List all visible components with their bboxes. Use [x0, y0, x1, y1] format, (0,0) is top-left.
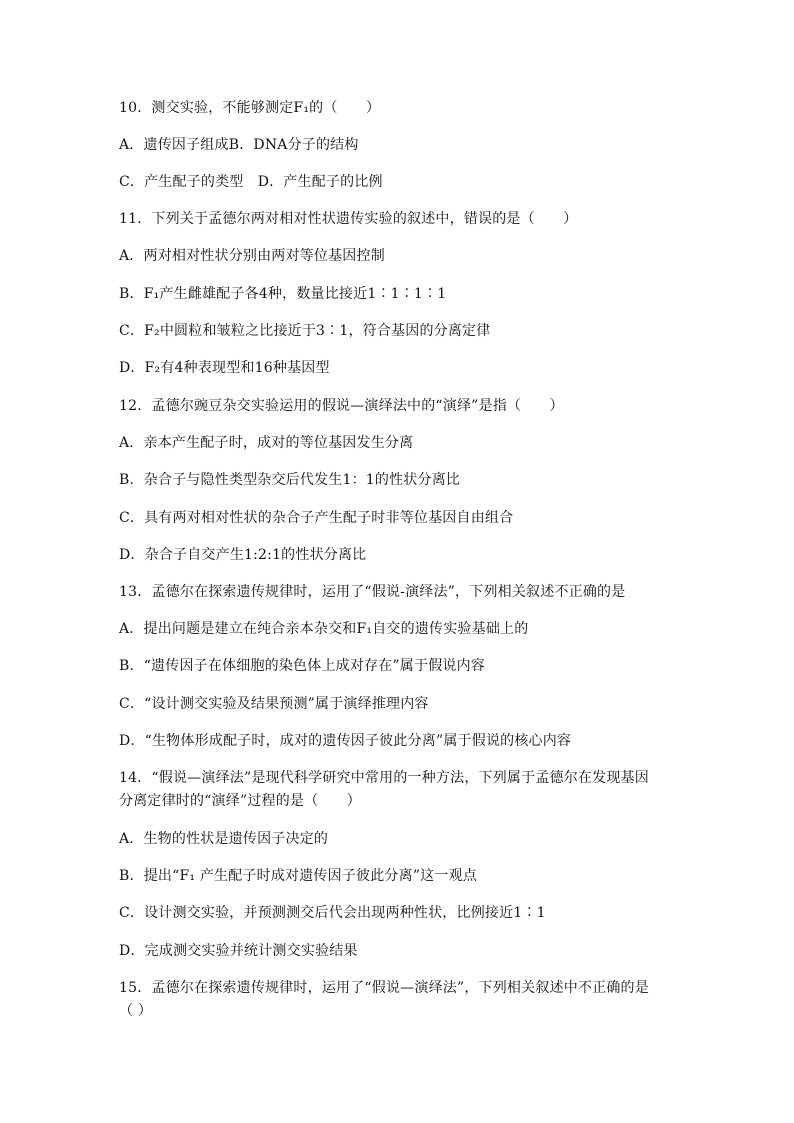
- question-13-option-b: B．“遗传因子在体细胞的染色体上成对存在”属于假说内容: [119, 658, 486, 674]
- question-12-option-c: C．具有两对相对性状的杂合子产生配子时非等位基因自由组合: [119, 510, 514, 526]
- question-14-option-c: C．设计测交实验，并预测测交后代会出现两种性状，比例接近1∶1: [119, 905, 546, 921]
- question-13-option-c: C．“设计测交实验及结果预测”属于演绎推理内容: [119, 696, 429, 712]
- question-11-option-d: D．F₂有4种表现型和16种基因型: [119, 360, 330, 376]
- question-14-option-a: A．生物的性状是遗传因子决定的: [119, 831, 329, 847]
- question-14-option-d: D．完成测交实验并统计测交实验结果: [119, 943, 358, 959]
- question-12-option-d: D．杂合子自交产生1:2:1的性状分离比: [119, 547, 367, 563]
- question-14-stem-line-1: 14．“假说—演绎法”是现代科学研究中常用的一种方法，下列属于孟德尔在发现基因: [119, 770, 649, 786]
- question-15-stem-line-1: 15．孟德尔在探索遗传规律时，运用了“假说—演绎法”，下列相关叙述中不正确的是: [119, 980, 649, 996]
- question-15-stem-line-2: （ ）: [119, 1003, 153, 1019]
- question-11-option-a: A．两对相对性状分别由两对等位基因控制: [119, 248, 385, 264]
- question-10-option-ab: A．遗传因子组成B．DNA分子的结构: [119, 137, 359, 153]
- question-10-stem: 10．测交实验，不能够测定F₁的（ ）: [119, 100, 381, 116]
- question-14-option-b: B．提出“F₁ 产生配子时成对遗传因子彼此分离”这一观点: [119, 868, 477, 884]
- question-13-stem: 13．孟德尔在探索遗传规律时，运用了“假说-演绎法”，下列相关叙述不正确的是: [119, 584, 626, 600]
- question-14-stem-line-2: 分离定律时的“演绎”过程的是（ ）: [119, 793, 361, 809]
- question-12-option-a: A．亲本产生配子时，成对的等位基因发生分离: [119, 435, 414, 451]
- question-12-option-b: B．杂合子与隐性类型杂交后代发生1：1的性状分离比: [119, 472, 461, 488]
- question-12-stem: 12．孟德尔豌豆杂交实验运用的假说—演绎法中的“演绎”是指（ ）: [119, 398, 564, 414]
- question-13-option-a: A．提出问题是建立在纯合亲本杂交和F₁自交的遗传实验基础上的: [119, 621, 529, 637]
- question-13-option-d: D．“生物体形成配子时，成对的遗传因子彼此分离”属于假说的核心内容: [119, 733, 572, 749]
- question-11-option-b: B．F₁产生雌雄配子各4种，数量比接近1∶1∶1∶1: [119, 286, 447, 302]
- question-11-stem: 11．下列关于孟德尔两对相对性状遗传实验的叙述中，错误的是（ ）: [119, 211, 578, 227]
- question-10-option-cd: C．产生配子的类型 D．产生配子的比例: [119, 174, 383, 190]
- question-11-option-c: C．F₂中圆粒和皱粒之比接近于3∶1，符合基因的分离定律: [119, 323, 491, 339]
